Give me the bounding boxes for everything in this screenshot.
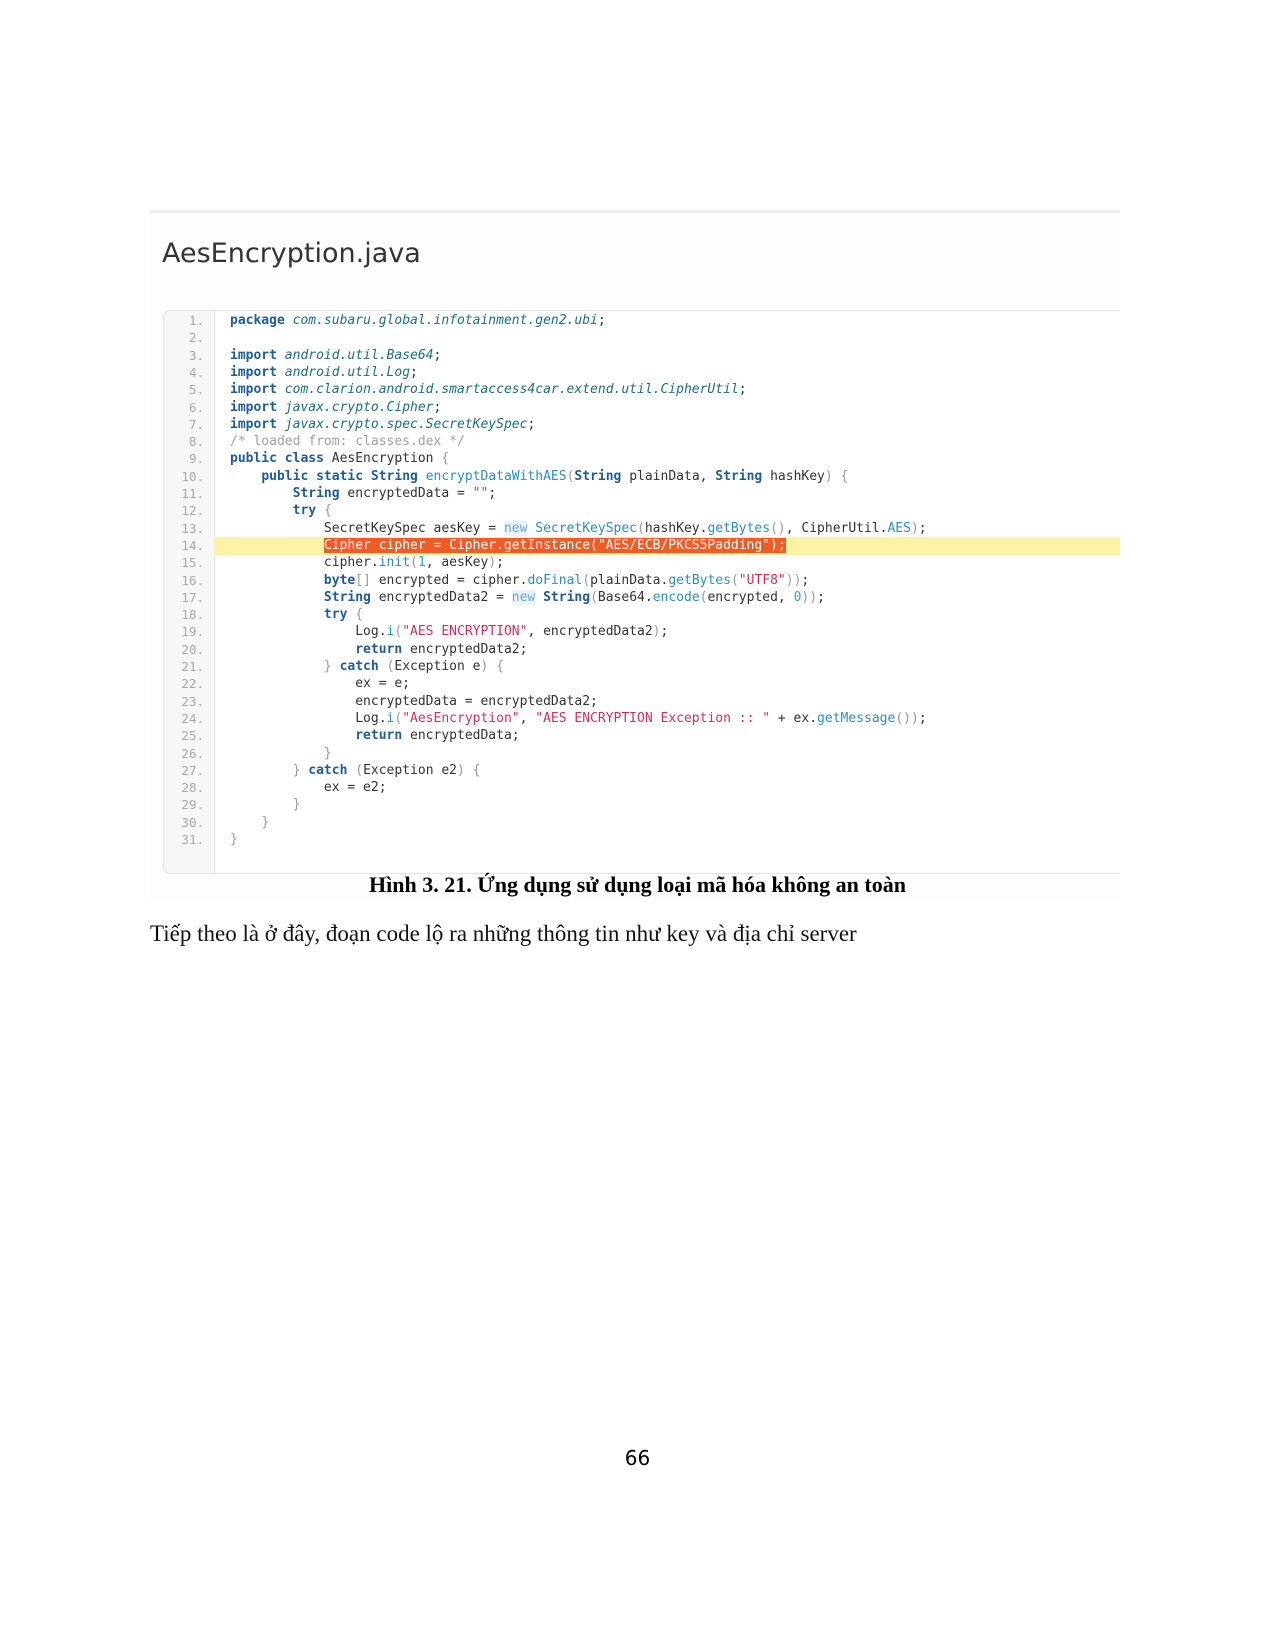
code-line xyxy=(164,554,1120,572)
code-line xyxy=(164,433,1120,451)
line-number: 6. xyxy=(188,399,204,415)
code-line xyxy=(164,485,1120,503)
code-line xyxy=(164,329,1120,347)
code-line xyxy=(164,796,1120,814)
code-text: String encryptedData2 = new String(Base64.encode(encrypted, 0)); xyxy=(323,589,825,605)
code-line xyxy=(164,779,1120,797)
line-number: 5. xyxy=(188,382,204,398)
code-text: } catch (Exception e2) { xyxy=(292,762,481,778)
line-number: 13. xyxy=(181,520,204,536)
code-text: } catch (Exception e) { xyxy=(323,659,504,674)
code-line xyxy=(164,606,1120,624)
code-text: } xyxy=(230,832,238,847)
body-paragraph: Tiếp theo là ở đây, đoạn code lộ ra những thông tin như key và địa chỉ server xyxy=(150,921,857,946)
code-text: try { xyxy=(292,503,332,519)
code-text: public class AesEncryption { xyxy=(230,451,450,467)
code-text: package com.subaru.global.infotainment.gen2.ubi; xyxy=(230,313,606,328)
code-text: try { xyxy=(323,607,364,623)
line-number: 28. xyxy=(181,780,204,796)
code-line xyxy=(164,450,1120,468)
code-line xyxy=(164,520,1120,538)
line-number: 7. xyxy=(188,416,204,432)
code-line xyxy=(164,710,1120,728)
code-line xyxy=(164,745,1120,763)
line-number: 19. xyxy=(181,624,204,640)
code-text: byte[] encrypted = cipher.doFinal(plainData.getBytes("UTF8")); xyxy=(323,572,810,588)
figure-caption: Hình 3. 21. Ứng dụng sử dụng loại mã hóa không an toàn xyxy=(369,872,906,897)
line-number: 30. xyxy=(181,814,204,830)
code-line xyxy=(164,468,1120,486)
code-line xyxy=(164,641,1120,659)
line-number: 24. xyxy=(181,710,204,726)
code-text: ex = e; xyxy=(230,676,411,692)
code-text: cipher.init(1, aesKey); xyxy=(230,555,504,571)
code-text: import com.clarion.android.smartaccess4car.extend.util.CipherUtil; xyxy=(230,382,747,398)
line-number: 29. xyxy=(181,797,204,813)
code-line xyxy=(164,589,1120,607)
code-line xyxy=(164,693,1120,711)
line-number: 14. xyxy=(164,537,214,555)
code-text: SecretKeySpec aesKey = new SecretKeySpec(hashKey.getBytes(), CipherUtil.AES); xyxy=(230,520,927,536)
line-number: 9. xyxy=(188,451,204,467)
line-number: 1. xyxy=(188,313,204,328)
code-text: Log.i("AesEncryption", "AES ENCRYPTION Exception :: " + ex.getMessage()); xyxy=(230,710,927,726)
line-number: 16. xyxy=(181,572,204,588)
code-line xyxy=(164,762,1120,780)
page-number: 66 xyxy=(624,1446,651,1470)
line-number: 23. xyxy=(181,693,204,709)
code-text: import android.util.Base64; xyxy=(230,347,442,363)
code-line xyxy=(164,727,1120,745)
code-line xyxy=(164,312,1120,330)
line-number: 26. xyxy=(181,745,204,761)
code-viewer xyxy=(163,310,1120,874)
line-number: 4. xyxy=(188,364,204,380)
code-text: return encryptedData; xyxy=(355,728,520,744)
line-number: 15. xyxy=(181,555,204,571)
line-number: 20. xyxy=(181,641,204,657)
code-text: ex = e2; xyxy=(230,780,387,796)
code-text: } xyxy=(261,814,270,830)
code-text: import android.util.Log; xyxy=(230,364,418,380)
line-number: 17. xyxy=(181,589,204,605)
line-number: 25. xyxy=(181,728,204,744)
figure-top-border xyxy=(150,210,1120,213)
line-number: 18. xyxy=(181,607,204,623)
code-line xyxy=(164,502,1120,520)
line-number: 21. xyxy=(181,659,204,674)
line-number: 22. xyxy=(181,676,204,692)
line-number: 31. xyxy=(181,832,204,847)
code-text: import javax.crypto.Cipher; xyxy=(230,399,442,415)
line-number: 8. xyxy=(188,434,204,450)
code-line xyxy=(164,658,1120,676)
code-line xyxy=(164,814,1120,832)
code-line xyxy=(164,399,1120,417)
code-text: } xyxy=(292,797,301,813)
code-line xyxy=(164,381,1120,399)
code-text: String encryptedData = ""; xyxy=(292,486,497,501)
line-number: 2. xyxy=(188,330,204,346)
code-line xyxy=(164,347,1120,365)
file-title: AesEncryption.java xyxy=(162,238,421,269)
code-line xyxy=(164,675,1120,693)
code-screenshot-figure xyxy=(150,210,1120,900)
code-line-highlighted xyxy=(164,537,1120,555)
code-line xyxy=(164,831,1120,849)
code-line xyxy=(164,623,1120,641)
code-text: } xyxy=(323,745,332,761)
code-text: encryptedData = encryptedData2; xyxy=(230,693,598,709)
code-line xyxy=(164,416,1120,434)
code-line xyxy=(164,572,1120,590)
code-text: /* loaded from: classes.dex */ xyxy=(230,434,465,450)
line-number: 27. xyxy=(181,762,204,778)
line-number: 11. xyxy=(181,486,204,501)
line-number: 10. xyxy=(181,468,204,484)
code-text: Cipher cipher = Cipher.getInstance("AES/ECB/PKCS5Padding"); xyxy=(323,537,786,553)
code-text: return encryptedData2; xyxy=(355,641,528,657)
code-line xyxy=(164,364,1120,382)
line-number: 12. xyxy=(181,503,204,519)
line-number: 3. xyxy=(188,347,204,363)
code-text: Log.i("AES ENCRYPTION", encryptedData2); xyxy=(230,624,669,640)
code-text: public static String encryptDataWithAES(String plainData, String hashKey) { xyxy=(261,468,849,484)
code-text: import javax.crypto.spec.SecretKeySpec; xyxy=(230,416,536,432)
